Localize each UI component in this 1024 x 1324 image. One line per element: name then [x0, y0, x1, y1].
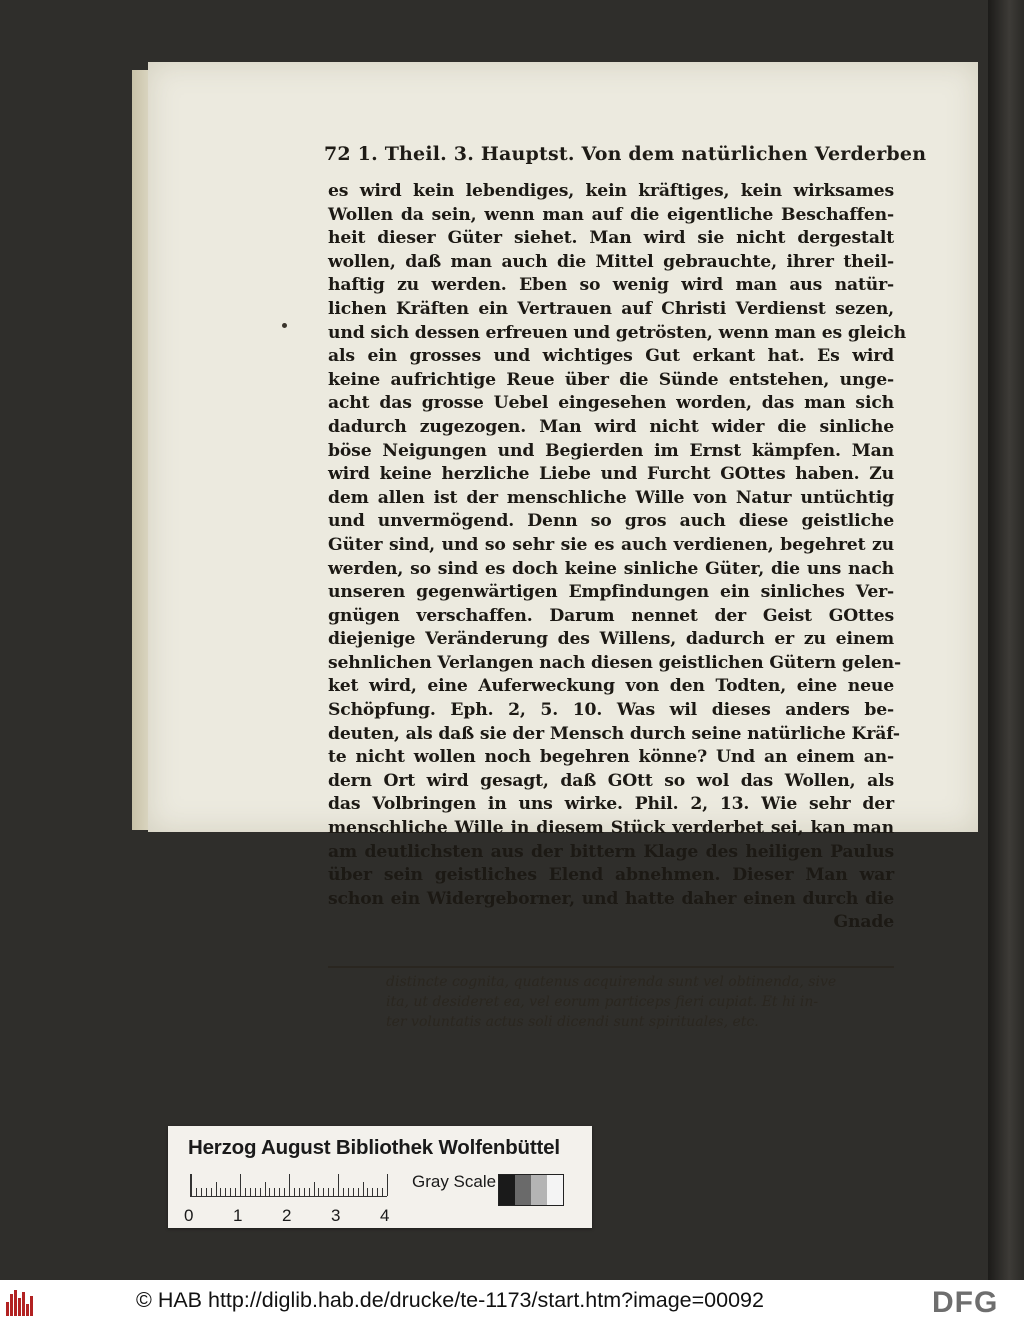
ruler-tick [304, 1188, 305, 1196]
ruler-tick [279, 1188, 280, 1196]
running-header: 72 1. Theil. 3. Hauptst. Von dem natürlichen Verderben [324, 143, 927, 165]
ruler-tick [348, 1188, 349, 1196]
ruler-tick [230, 1188, 231, 1196]
ruler-tick [245, 1188, 246, 1196]
logo-bar [10, 1294, 13, 1316]
ruler-tick [255, 1188, 256, 1196]
text-line: dem allen ist der menschliche Wille von Natur untüchtig [328, 487, 894, 508]
text-line: über sein geistliches Elend abnehmen. Dieser Man war [328, 865, 894, 886]
footnote [386, 972, 894, 1032]
ruler-tick [196, 1188, 197, 1196]
text-line: schon ein Widergeborner, und hatte daher einen durch die [328, 888, 894, 909]
ruler-tick [284, 1188, 285, 1196]
logo-bar [22, 1292, 25, 1316]
ruler-tick [211, 1188, 212, 1196]
text-line: dern Ort wird gesagt, daß GOtt so wol das Wollen, als [328, 770, 894, 791]
library-label [168, 1126, 592, 1228]
ruler-tick [240, 1174, 241, 1196]
dfg-logo[interactable]: DFG [932, 1286, 999, 1319]
margin-mark [282, 323, 287, 328]
ruler-tick [260, 1188, 261, 1196]
ruler-tick [206, 1188, 207, 1196]
text-line: diejenige Veränderung des Willens, dadurch er zu einem [328, 629, 894, 650]
text-line: wird keine herzliche Liebe und Furcht GOttes haben. Zu [328, 464, 894, 485]
ruler-tick [323, 1188, 324, 1196]
text-line: und unvermögend. Denn so gros auch diese geistliche [328, 511, 894, 532]
text-line: böse Neigungen und Begierden im Ernst kämpfen. Man [328, 440, 894, 461]
text-line: gnügen verschaffen. Darum nennet der Geist GOttes [328, 605, 894, 626]
footnote-rule [328, 966, 894, 968]
ruler-tick [333, 1188, 334, 1196]
ruler-tick [274, 1188, 275, 1196]
footer-bar [0, 1280, 1024, 1324]
hab-logo-icon[interactable] [6, 1290, 36, 1316]
footnote-line: distincte cognita, quatenus acquirenda sunt vel obtinenda, sive [386, 974, 837, 990]
ruler-tick [314, 1182, 315, 1196]
text-line: als ein grosses und wichtiges Gut erkant hat. Es wird [328, 346, 894, 367]
footnote-line: ita, ut desideret ea, vel eorum particeps fieri cupiat. Et hi in- [386, 994, 819, 1010]
ruler-tick [265, 1182, 266, 1196]
gray-scale-swatches [498, 1174, 564, 1206]
text-line: und sich dessen erfreuen und getrösten, wenn man es gleich [328, 322, 906, 343]
ruler-tick [269, 1188, 270, 1196]
text-line: Schöpfung. Eph. 2, 5. 10. Was wil dieses anders be- [328, 700, 894, 721]
gray-swatch [515, 1175, 531, 1205]
ruler-number-1: 1 [233, 1206, 243, 1225]
ruler-tick [220, 1188, 221, 1196]
ruler-number-0: 0 [184, 1206, 194, 1225]
ruler-tick [338, 1174, 339, 1196]
gray-swatch [531, 1175, 547, 1205]
ruler-tick [216, 1182, 217, 1196]
ruler-tick [289, 1174, 290, 1196]
text-line: es wird kein lebendiges, kein kräftiges, kein wirksames [328, 181, 894, 201]
logo-bar [18, 1298, 21, 1316]
ruler-tick [343, 1188, 344, 1196]
body-text [328, 180, 906, 935]
ruler-tick [250, 1188, 251, 1196]
ruler-tick [225, 1188, 226, 1196]
text-line: wollen, daß man auch die Mittel gebrauchte, ihrer theil- [328, 251, 894, 272]
adjacent-page-edge [988, 0, 1024, 1280]
text-line: heit dieser Güter siehet. Man wird sie nicht dergestalt [328, 228, 894, 249]
ruler-tick [191, 1174, 192, 1196]
gray-scale-label: Gray Scale [412, 1172, 497, 1191]
text-line: keine aufrichtige Reue über die Sünde entstehen, unge- [328, 369, 894, 390]
text-line: deuten, als daß sie der Mensch durch seine natürliche Kräf- [328, 723, 900, 744]
ruler-tick [299, 1188, 300, 1196]
logo-bar [26, 1304, 29, 1316]
ruler-tick [235, 1188, 236, 1196]
copyright-url[interactable]: © HAB http://diglib.hab.de/drucke/te-1173/start.htm?image=00092 [136, 1288, 764, 1312]
ruler-tick [358, 1188, 359, 1196]
text-line: haftig zu werden. Eben so wenig wird man aus natür- [328, 275, 894, 296]
text-line: werden, so sind es doch keine sinliche Güter, die uns nach [328, 558, 894, 579]
footnote-line: ter voluntatis actus soli dicendi sunt spirituales, etc. [386, 1014, 759, 1030]
ruler-tick [318, 1188, 319, 1196]
ruler-tick [353, 1188, 354, 1196]
text-line: am deutlichsten aus der bittern Klage des heiligen Paulus [328, 841, 894, 862]
gray-swatch [547, 1175, 563, 1205]
ruler-tick [309, 1188, 310, 1196]
ruler-tick [387, 1174, 388, 1196]
logo-bar [30, 1296, 33, 1316]
text-line: acht das grosse Uebel eingesehen worden, das man sich [328, 393, 894, 414]
ruler-tick [377, 1188, 378, 1196]
logo-bar [6, 1302, 9, 1316]
ruler-tick [328, 1188, 329, 1196]
ruler-number-4: 4 [380, 1206, 390, 1225]
gray-swatch [499, 1175, 515, 1205]
ruler-tick [294, 1188, 295, 1196]
text-line: ket wird, eine Auferweckung von den Todten, eine neue [328, 676, 894, 697]
text-line: sehnlichen Verlangen nach diesen geistlichen Gütern gelen- [328, 652, 901, 673]
ruler-tick [372, 1188, 373, 1196]
ruler-number-3: 3 [331, 1206, 341, 1225]
text-line: Güter sind, und so sehr sie es auch verdienen, begehret zu [328, 534, 894, 555]
text-line: menschliche Wille in diesem Stück verderbet sei, kan man [328, 818, 894, 839]
text-line: dadurch zugezogen. Man wird nicht wider die sinliche [328, 416, 894, 437]
measurement-ruler [190, 1174, 387, 1197]
ruler-tick [363, 1182, 364, 1196]
text-line: te nicht wollen noch begehren könne? Und an einem an- [328, 747, 894, 768]
catchword: Gnade [833, 912, 894, 933]
logo-bar [14, 1290, 17, 1316]
library-label-title: Herzog August Bibliothek Wolfenbüttel [188, 1136, 560, 1159]
text-line: das Volbringen in uns wirke. Phil. 2, 13. Wie sehr der [328, 794, 894, 815]
text-line: Wollen da sein, wenn man auf die eigentliche Beschaffen- [328, 204, 894, 225]
ruler-number-2: 2 [282, 1206, 292, 1225]
ruler-tick [201, 1188, 202, 1196]
text-line: lichen Kräften ein Vertrauen auf Christi Verdienst sezen, [328, 298, 894, 319]
text-line: unseren gegenwärtigen Empfindungen ein sinliches Ver- [328, 582, 894, 603]
ruler-tick [382, 1188, 383, 1196]
ruler-tick [367, 1188, 368, 1196]
